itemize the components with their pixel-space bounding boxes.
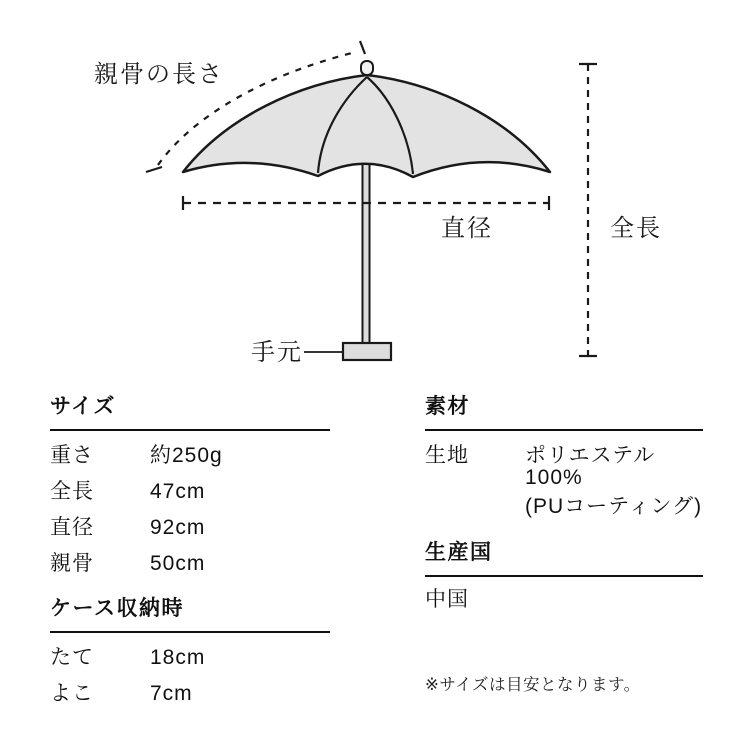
size-section xyxy=(50,396,330,575)
spec-row-rib xyxy=(50,553,330,575)
spec-row-case-width xyxy=(50,683,330,705)
spec-value: 約250g xyxy=(150,444,223,467)
spec-row-fabric xyxy=(425,445,703,518)
material-section xyxy=(425,396,703,518)
origin-section-title: 生産国 xyxy=(425,542,703,577)
spec-row-total-length xyxy=(50,481,330,503)
spec-value xyxy=(525,445,703,518)
spec-row-weight xyxy=(50,445,330,467)
spec-row-diameter xyxy=(50,517,330,539)
left-spec-column xyxy=(50,396,330,705)
total-length-label: 全長 xyxy=(610,215,662,242)
total-length-dimension-line xyxy=(579,64,597,356)
spec-label: 親骨 xyxy=(50,552,94,575)
umbrella-canopy xyxy=(183,75,550,177)
spec-label: 重さ xyxy=(50,444,94,467)
size-section-title: サイズ xyxy=(50,396,330,431)
spec-label: 直径 xyxy=(50,516,94,539)
fabric-material-line2: (PUコーティング) xyxy=(525,495,703,518)
spec-label: たて xyxy=(50,646,94,669)
spec-label: 生地 xyxy=(425,444,469,467)
size-disclaimer-note: ※サイズは目安となります。 xyxy=(425,676,641,694)
spec-value: 47cm xyxy=(150,480,206,503)
spec-value: 92cm xyxy=(150,516,206,539)
material-section-title: 素材 xyxy=(425,396,703,431)
origin-country-value: 中国 xyxy=(425,588,469,611)
case-storage-section xyxy=(50,598,330,705)
spec-label: 全長 xyxy=(50,480,94,503)
handle-label: 手元 xyxy=(251,339,303,366)
spec-value: 50cm xyxy=(150,552,206,575)
rib-length-label: 親骨の長さ xyxy=(94,61,224,88)
diameter-label: 直径 xyxy=(441,215,493,242)
spec-value: 18cm xyxy=(150,646,206,669)
right-spec-column xyxy=(425,396,703,611)
umbrella-apex-knob xyxy=(361,61,373,75)
case-section-title: ケース収納時 xyxy=(50,598,330,633)
origin-section xyxy=(425,542,703,611)
fabric-material-line1: ポリエステル100% xyxy=(525,444,656,489)
umbrella-handle xyxy=(343,343,391,360)
spec-label: よこ xyxy=(50,682,94,705)
spec-value: 7cm xyxy=(150,682,193,705)
spec-row-case-height xyxy=(50,647,330,669)
